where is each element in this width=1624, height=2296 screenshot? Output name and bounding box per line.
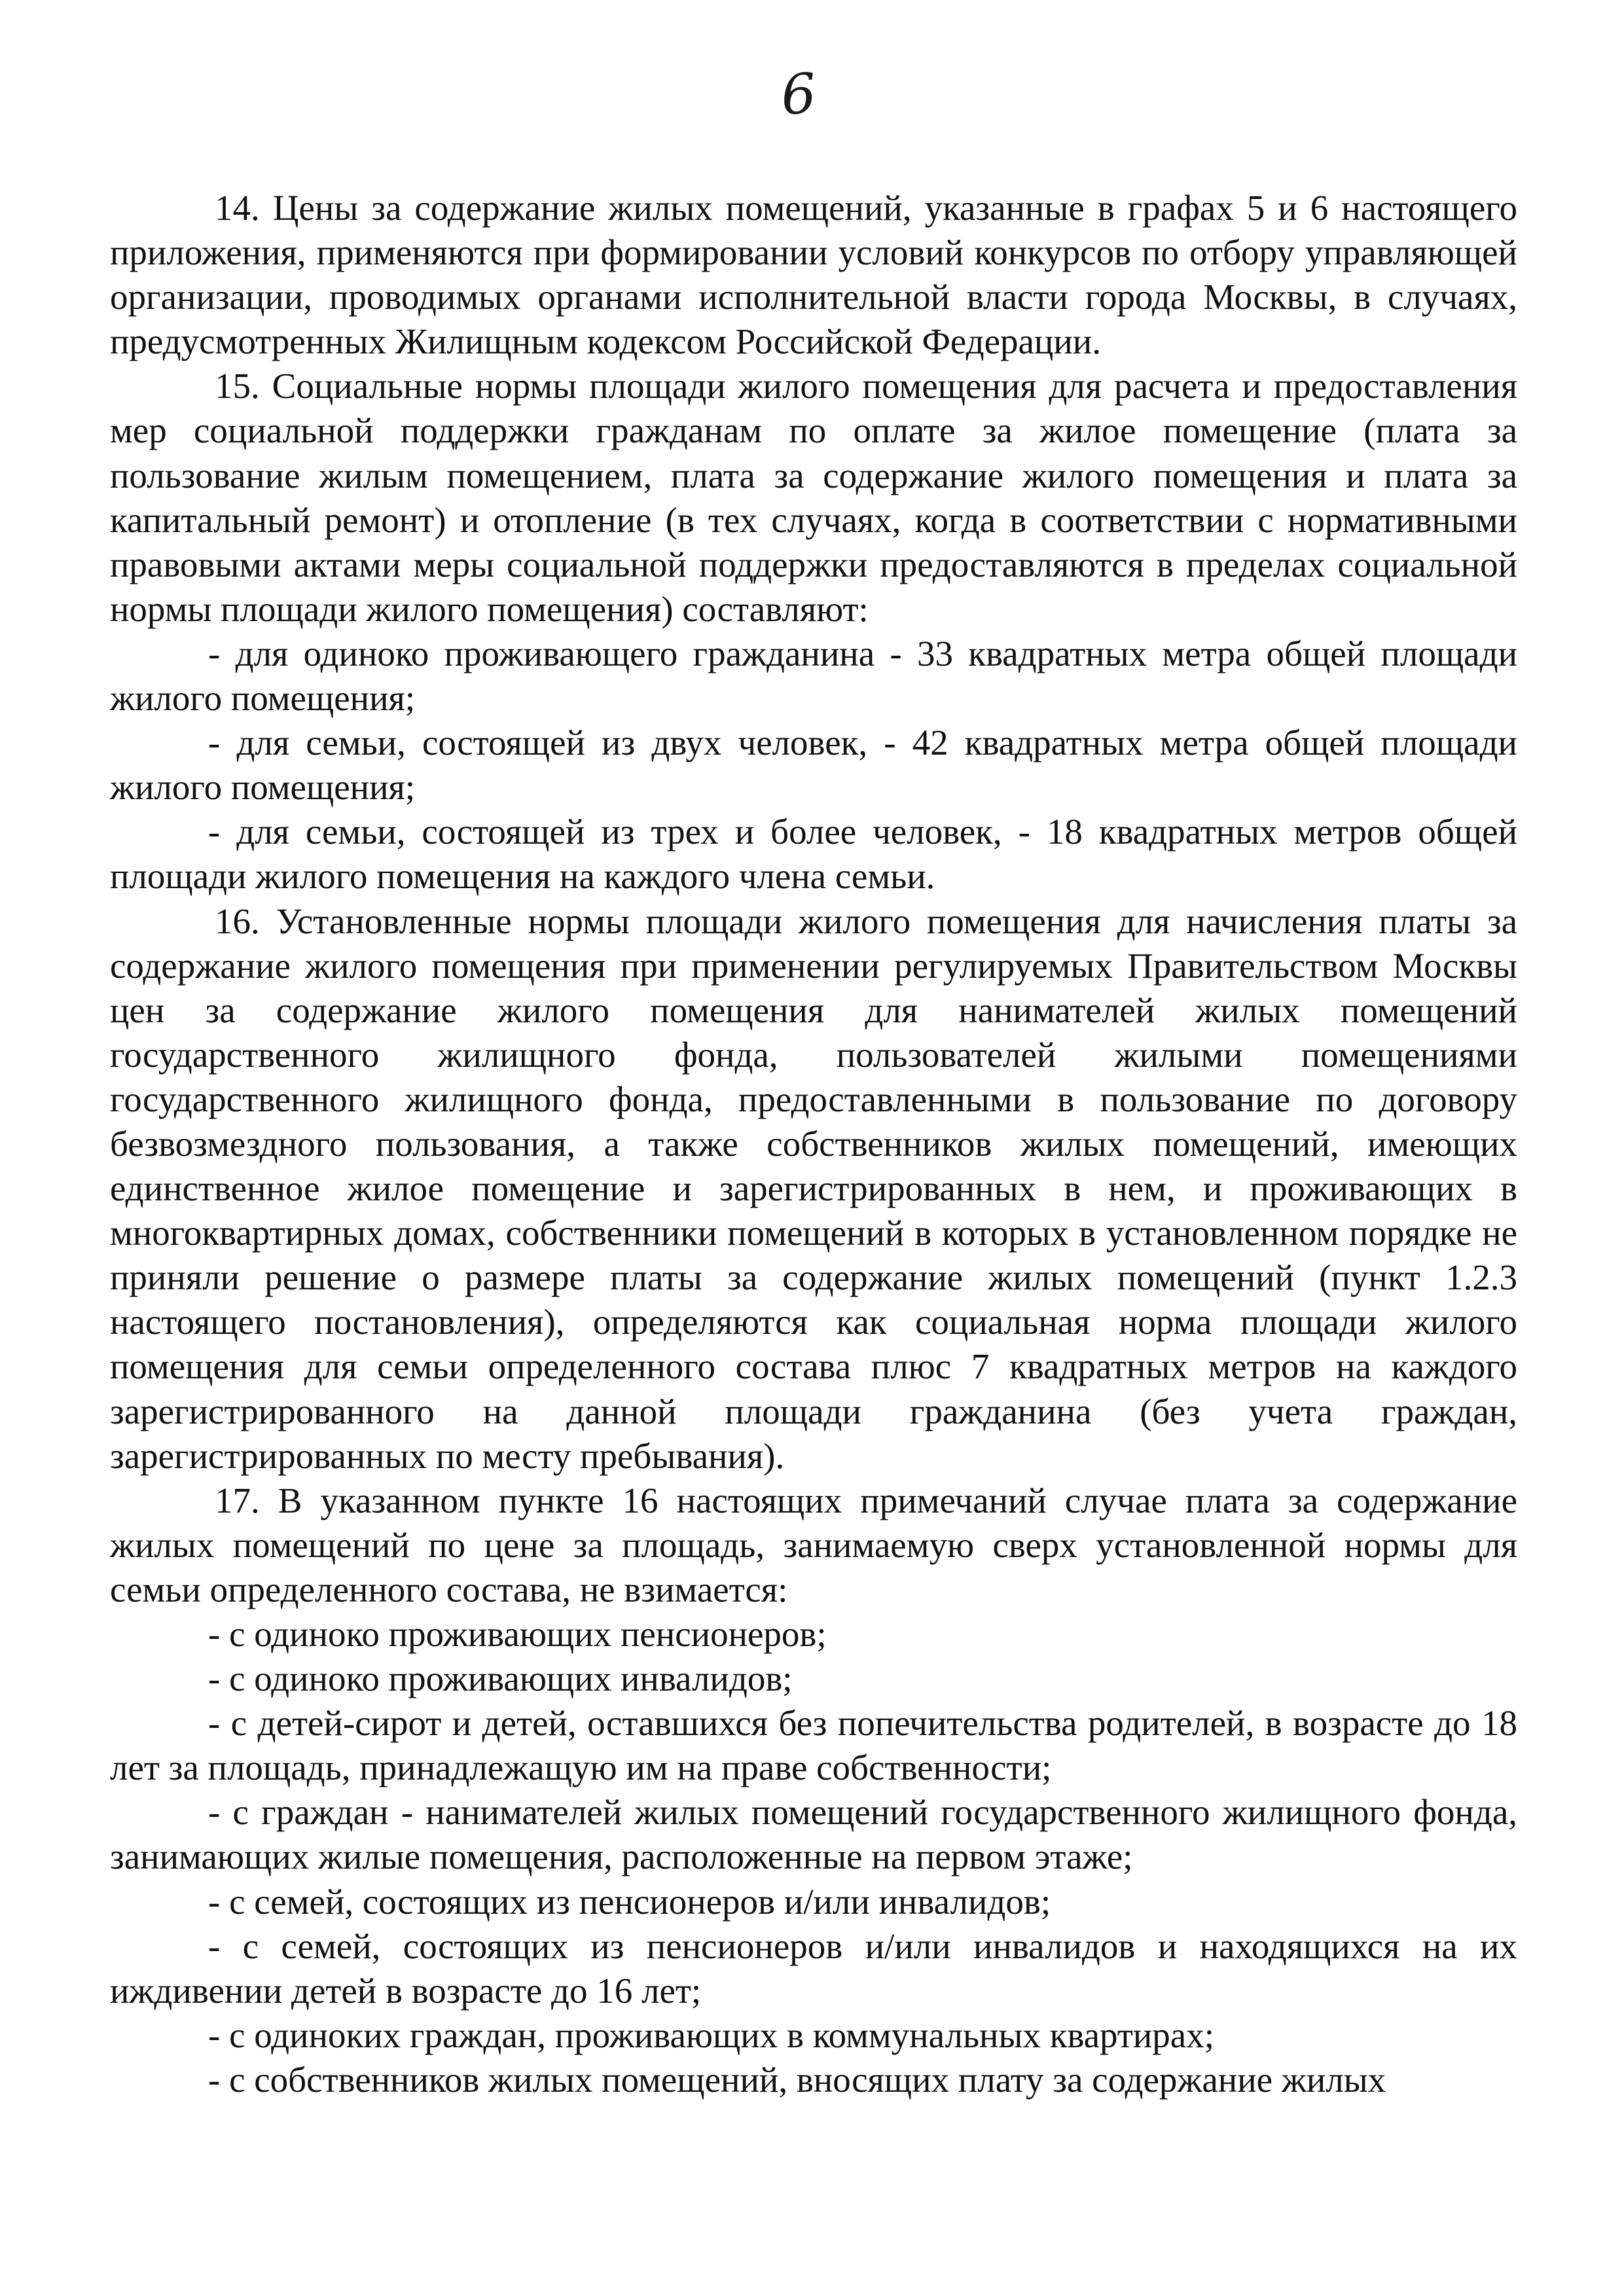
list-item-two-person-family: - для семьи, состоящей из двух человек, - 42 квадратных метра общей площади жилого помещения;	[110, 723, 1517, 808]
list-item-communal-apartments: - с одиноких граждан, проживающих в коммунальных квартирах;	[208, 2015, 1214, 2055]
paragraph-16: 16. Установленные нормы площади жилого помещения для начисления платы за содержание жилого помещения при применении регулируемых Правительством Москвы цен за содержание жилого помещения для нанимателей жилых помещений государственного жилищного фонда, пользователей жилыми помещениями государственного жилищного фонда, предоставленными в пользование по договору безвозмездного пользования, а также собственников жилых помещений, имеющих единственное жилое помещение и зарегистрированных в нем, и проживающих в многоквартирных домах, собственники помещений в которых в установленном порядке не приняли решение о размере платы за содержание жилых помещений (пункт 1.2.3 настоящего постановления), определяются как социальная норма площади жилого помещения для семьи определенного состава плюс 7 квадратных метров на каждого зарегистрированного на данной площади гражданина (без учета граждан, зарегистрированных по месту пребывания).	[110, 901, 1517, 1476]
list-item-owners: - с собственников жилых помещений, вносящих плату за содержание жилых	[208, 2059, 1386, 2100]
paragraph-15: 15. Социальные нормы площади жилого помещения для расчета и предоставления мер социальной поддержки гражданам по оплате за жилое помещение (плата за пользование жилым помещением, плата за содержание жилого помещения и плата за капитальный ремонт) и отопление (в тех случаях, когда в соответствии с нормативными правовыми актами меры социальной поддержки предоставляются в пределах социальной нормы площади жилого помещения) составляют:	[110, 366, 1517, 629]
list-item-single-citizen: - для одиноко проживающего гражданина - 33 квадратных метра общей площади жилого помещения;	[110, 633, 1517, 719]
document-body	[110, 186, 1517, 2102]
paragraph-17: 17. В указанном пункте 16 настоящих примечаний случае плата за содержание жилых помещений по цене за площадь, занимаемую сверх установленной нормы для семьи определенного состава, не взимается:	[110, 1480, 1517, 1609]
list-item-three-plus-family: - для семьи, состоящей из трех и более человек, - 18 квадратных метров общей площади жилого помещения на каждого члена семьи.	[110, 812, 1517, 897]
list-item-families-with-children: - с семей, состоящих из пенсионеров и/или инвалидов и находящихся на их иждивении детей в возрасте до 16 лет;	[110, 1926, 1517, 2011]
list-item-first-floor-tenants: - с граждан - нанимателей жилых помещений государственного жилищного фонда, занимающих жилые помещения, расположенные на первом этаже;	[110, 1792, 1517, 1877]
list-item-pensioner-families: - с семей, состоящих из пенсионеров и/или инвалидов;	[208, 1881, 1051, 1922]
list-item-single-pensioners: - с одиноко проживающих пенсионеров;	[208, 1614, 827, 1654]
list-item-orphans: - с детей-сирот и детей, оставшихся без попечительства родителей, в возрасте до 18 лет за площадь, принадлежащую им на праве собственности;	[110, 1703, 1517, 1788]
list-item-single-disabled: - с одиноко проживающих инвалидов;	[208, 1659, 793, 1699]
paragraph-14: 14. Цены за содержание жилых помещений, указанные в графах 5 и 6 настоящего приложения, применяются при формировании условий конкурсов по отбору управляющей организации, проводимых органами исполнительной власти города Москвы, в случаях, предусмотренных Жилищным кодексом Российской Федерации.	[110, 188, 1517, 362]
page-number: 6	[778, 61, 819, 128]
